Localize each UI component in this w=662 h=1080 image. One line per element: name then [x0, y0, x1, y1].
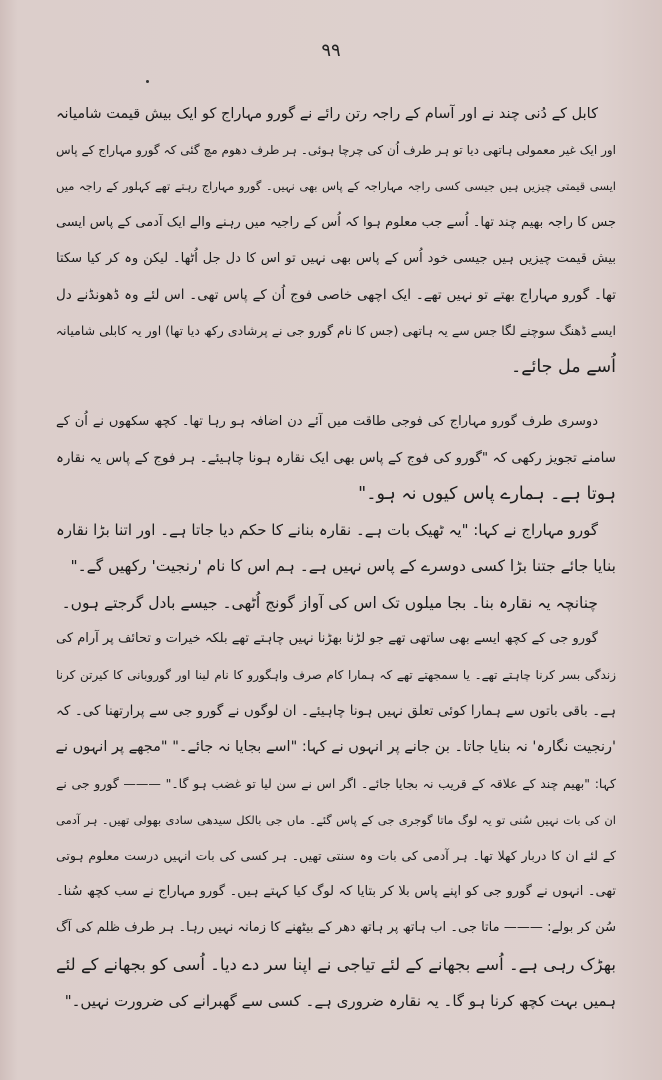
text-line: کہا: "بھیم چند کے علاقہ کے قریب نہ بجایا جائے۔ اگر اس نے سن لیا تو غضب ہو گا۔" ——— گورو جی نے — [56, 775, 616, 791]
text-line: گورو مہاراج نے کہا: "یہ ٹھیک بات ہے۔ نقارہ بنانے کا حکم دیا جاتا ہے۔ اور اتنا بڑا نقارہ — [56, 521, 598, 540]
text-line: 'رنجیت نگارہ' نہ بنایا جاتا۔ بن جانے پر انہوں نے کہا: "اسے بجایا نہ جائے۔" "مجھے پر انہوں نے — [56, 739, 616, 756]
paragraph-4 — [56, 585, 616, 621]
paragraph-3 — [56, 512, 616, 584]
page-body — [56, 96, 616, 1019]
text-line: سامنے تجویز رکھی کہ "گورو کی فوج کے پاس بھی ایک نقارہ ہونا چاہیئے۔ ہر فوج کے پاس یہ نقارہ — [56, 449, 616, 466]
text-line: ہے۔ باقی باتوں سے ہمارا کوئی تعلق نہیں ہونا چاہیئے۔ ان لوگوں نے گورو جی سے پرارتھنا کی۔ کہ — [56, 703, 616, 720]
text-line: تھی۔ انہوں نے گورو جی کو اپنے پاس بلا کر بتایا کہ لوگ کیا کہتے ہیں۔ گورو مہاراج نے سب کچھ سُنا۔ — [56, 884, 616, 900]
text-line: چنانچہ یہ نقارہ بنا۔ بجا میلوں تک اس کی آواز گونج اُٹھی۔ جیسے بادل گرجتے ہوں۔ — [61, 593, 598, 612]
text-line: کابل کے دُنی چند نے اور آسام کے راجہ رتن رائے نے گورو مہاراج کو ایک بیش قیمت شامیانہ — [56, 106, 598, 122]
ink-dot — [146, 80, 149, 83]
paragraph-5 — [56, 621, 616, 1019]
text-line: سُن کر بولے: ——— ماتا جی۔ اب ہاتھ پر ہاتھ دھر کے بیٹھنے کا زمانہ نہیں رہا۔ ہر طرف ظلم کی آگ — [56, 920, 616, 936]
paragraph-1 — [56, 96, 616, 386]
text-line: ان کی بات نہیں سُنی تو یہ لوگ ماتا گوجری جی کے پاس گئے۔ ماں جی بالکل سیدھی سادی بھولی تھیں۔ ہر آدمی — [56, 812, 616, 827]
text-line: دوسری طرف گورو مہاراج کی فوجی طاقت میں آئے دن اضافہ ہو رہا تھا۔ کچھ سکھوں نے اُن کے — [56, 413, 598, 429]
text-line: ہمیں بہت کچھ کرنا ہو گا۔ یہ نقارہ ضروری ہے۔ کسی سے گھبرانے کی ضرورت نہیں۔" — [64, 991, 616, 1010]
paragraph-2 — [56, 404, 616, 513]
text-line: تھا۔ گورو مہاراج بھتے تو نہیں تھے۔ ایک اچھی خاصی فوج اُن کے پاس تھی۔ اس لئے وہ ڈھونڈنے دل — [56, 287, 616, 304]
text-line: گورو جی کے کچھ ایسے بھی ساتھی تھے جو لڑنا بھڑنا نہیں چاہتے تھے بلکہ خیرات و تحائف پر آرام کی — [56, 630, 598, 646]
text-line: زندگی بسر کرنا چاہتے تھے۔ یا سمجھتے تھے کہ ہمارا کام صرف واہگورو کا نام لینا اور گوروبانی کا کیرتن کرنا — [56, 668, 616, 683]
text-line: بھڑک رہی ہے۔ اُسے بجھانے کے لئے تیاجی نے اپنا سر دے دیا۔ اُسی کو بجھانے کے لئے — [56, 954, 616, 974]
text-line: ایسی قیمتی چیزیں ہیں جیسی کسی راجہ مہاراجہ کے پاس بھی نہیں۔ گورو مہاراج رہتے تھے کہلور کے راجہ میں — [56, 179, 616, 194]
text-line: جس کا راجہ بھیم چند تھا۔ اُسے جب معلوم ہوا کہ اُس کے راجیہ میں رہنے والے ایک آدمی کے پاس ایسی — [56, 214, 616, 230]
text-line: ایسے ڈھنگ سوچنے لگا جس سے یہ ہاتھی (جس کا نام گورو جی نے پرشادی رکھ دیا تھا) اور یہ کابلی شامیانہ — [56, 323, 616, 339]
text-line: بیش قیمت چیزیں ہیں جیسی خود اُس کے پاس بھی نہیں تو اس کا دل جل اُٹھا۔ لیکن وہ کر کیا سکتا — [56, 250, 616, 266]
text-line: کے لئے ان کا دربار کھلا تھا۔ ہر آدمی کی بات وہ سنتی تھیں۔ ہر کسی کی بات انہیں درست معلوم ہوتی — [56, 848, 616, 864]
text-line: اور ایک غیر معمولی ہاتھی دیا تو ہر طرف اُن کی چرچا ہوئی۔ ہر طرف دھوم مچ گئی کہ گورو مہاراج کے پاس — [56, 143, 616, 158]
text-line: بنایا جائے جتنا بڑا کسی دوسرے کے پاس نہیں ہے۔ ہم اس کا نام 'رنجیت' رکھیں گے۔" — [70, 557, 616, 576]
text-line: ہوتا ہے۔ ہمارے پاس کیوں نہ ہو۔" — [358, 484, 616, 505]
text-line: اُسے مل جائے۔ — [510, 357, 616, 378]
page-number: ۹۹ — [321, 40, 341, 61]
